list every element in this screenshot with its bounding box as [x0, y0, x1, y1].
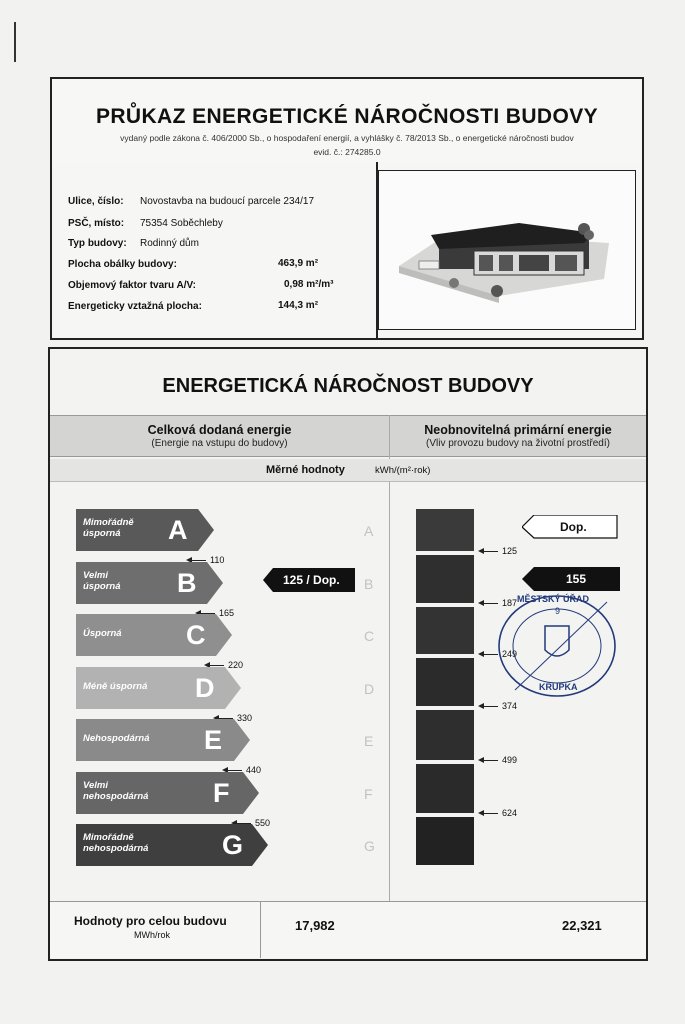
- class-threshold-value: 165: [219, 607, 235, 618]
- building-info: [50, 162, 644, 340]
- energy-class-d: [76, 667, 241, 709]
- primary-threshold-line: [484, 551, 498, 552]
- energy-class-label-line2: nehospodárná: [83, 790, 149, 802]
- evidence-number: evid. č.: 274285.0: [313, 147, 381, 157]
- class-threshold-value: 330: [237, 712, 253, 723]
- energy-class-label: Velmi: [83, 779, 108, 791]
- street-value: Novostavba na budoucí parcele 234/17: [140, 196, 315, 207]
- primary-energy-class-bar: [416, 764, 474, 813]
- primary-threshold-line: [484, 760, 498, 761]
- specific-values-label: Měrné hodnoty: [266, 464, 345, 476]
- delivered-energy-subtitle: (Energie na vstupu do budovy): [151, 438, 288, 449]
- energy-title: ENERGETICKÁ NÁROČNOST BUDOVY: [162, 375, 534, 397]
- primary-threshold-value: 499: [502, 755, 518, 765]
- class-threshold-value: 110: [210, 555, 225, 565]
- primary-energy-marker-label: 155: [566, 572, 587, 586]
- factor-label: Objemový faktor tvaru A/V:: [68, 280, 196, 291]
- energy-class-a: [76, 509, 214, 551]
- building-totals: [50, 901, 646, 958]
- energy-class-letter: B: [177, 567, 197, 598]
- type-label: Typ budovy:: [68, 238, 127, 249]
- energy-class-label: Nehospodárná: [83, 733, 150, 744]
- energy-class-label: Velmi: [83, 569, 108, 581]
- primary-energy-title: Neobnovitelná primární energie: [424, 423, 612, 437]
- specific-values-unit: kWh/(m²·rok): [375, 465, 431, 476]
- delivered-energy-marker: [263, 568, 355, 592]
- primary-energy-class-bar: [416, 555, 474, 603]
- primary-threshold-value: 624: [502, 808, 518, 818]
- energy-class-label-line2: úsporná: [83, 528, 121, 539]
- primary-threshold-value: 187: [502, 598, 518, 608]
- column-divider: [389, 415, 390, 955]
- energy-performance-section: [48, 347, 648, 961]
- area-label: Plocha obálky budovy:: [68, 259, 177, 270]
- stamp-top-text: MĚSTSKÝ ÚŘAD: [517, 594, 590, 604]
- certificate-title: PRŮKAZ ENERGETICKÉ NÁROČNOSTI BUDOVY: [95, 105, 599, 128]
- primary-energy-top-marker: [522, 515, 618, 539]
- totals-unit: MWh/rok: [134, 930, 170, 940]
- total-delivered-energy: 17,982: [295, 918, 335, 933]
- primary-threshold-line: [484, 813, 498, 814]
- primary-threshold-line: [484, 706, 498, 707]
- stamp-number: 9: [555, 606, 561, 616]
- delivered-energy-title: Celková dodaná energie: [147, 423, 292, 437]
- energy-class-e: [76, 719, 250, 761]
- psc-value: 75354 Soběchleby: [140, 218, 223, 229]
- energy-class-letter: E: [204, 725, 223, 755]
- primary-energy-class-bar: [416, 607, 474, 654]
- office-stamp: [495, 592, 620, 700]
- class-letter-faint: A: [364, 523, 374, 539]
- primary-energy-class-bar: [416, 710, 474, 760]
- primary-energy-top-marker-label: Dop.: [560, 520, 587, 534]
- certificate-header: [50, 77, 644, 166]
- primary-energy-class-bar: [416, 509, 474, 551]
- ref-area-label: Energeticky vztažná plocha:: [68, 301, 202, 312]
- building-rendering: [378, 170, 636, 330]
- street-label: Ulice, číslo:: [68, 196, 124, 207]
- energy-class-label: Mimořádně: [83, 517, 134, 528]
- class-threshold-value: 220: [228, 660, 244, 670]
- total-primary-energy: 22,321: [562, 918, 602, 933]
- energy-class-letter: F: [213, 777, 230, 808]
- energy-class-g: [76, 824, 268, 866]
- delivered-energy-header: [50, 415, 389, 457]
- energy-class-label: Méně úsporná: [83, 680, 148, 692]
- class-letter-faint: E: [364, 733, 374, 749]
- page-edge-mark: [14, 22, 16, 62]
- type-value: Rodinný dům: [140, 238, 199, 249]
- energy-class-c: [76, 614, 232, 656]
- energy-class-label-line2: nehospodárná: [83, 843, 149, 854]
- energy-class-b: [76, 562, 223, 604]
- energy-class-label: Úsporná: [83, 628, 122, 639]
- class-letter-faint: F: [364, 785, 373, 802]
- psc-label: PSČ, místo:: [68, 218, 125, 229]
- energy-class-letter: A: [168, 515, 188, 545]
- energy-class-label: Mimořádně: [83, 832, 134, 843]
- ref-area-value: 144,3 m²: [278, 300, 319, 311]
- class-letter-faint: C: [364, 628, 375, 644]
- specific-values-row: [50, 459, 646, 482]
- stamp-bottom-text: KRUPKA: [539, 682, 578, 692]
- primary-energy-class-bar: [416, 817, 474, 865]
- class-threshold-value: 440: [246, 765, 262, 775]
- class-threshold-value: 550: [255, 817, 271, 828]
- primary-energy-class-bar: [416, 658, 474, 706]
- primary-threshold-value: 374: [502, 701, 518, 711]
- factor-value: 0,98 m²/m³: [284, 279, 334, 290]
- primary-energy-header: [390, 415, 646, 457]
- energy-class-label-line2: úsporná: [83, 580, 121, 592]
- totals-label: Hodnoty pro celou budovu: [74, 914, 227, 928]
- energy-class-letter: G: [222, 830, 244, 860]
- primary-energy-subtitle: (Vliv provozu budovy na životní prostředí): [426, 438, 610, 449]
- delivered-energy-marker-label: 125 / Dop.: [283, 573, 340, 587]
- class-letter-faint: G: [364, 838, 375, 854]
- energy-class-f: [76, 772, 259, 814]
- legal-basis: vydaný podle zákona č. 406/2000 Sb., o hospodaření energií, a vyhlášky č. 78/2013 Sb., o energetické náročnosti budov: [120, 133, 574, 143]
- energy-class-letter: C: [186, 620, 206, 650]
- primary-threshold-value: 249: [502, 649, 518, 659]
- primary-threshold-value: 125: [502, 546, 518, 556]
- area-value: 463,9 m²: [278, 258, 319, 269]
- primary-energy-marker: [522, 567, 620, 591]
- totals-divider: [260, 902, 261, 958]
- class-letter-faint: B: [364, 575, 374, 592]
- class-letter-faint: D: [364, 680, 375, 697]
- energy-class-letter: D: [195, 672, 215, 703]
